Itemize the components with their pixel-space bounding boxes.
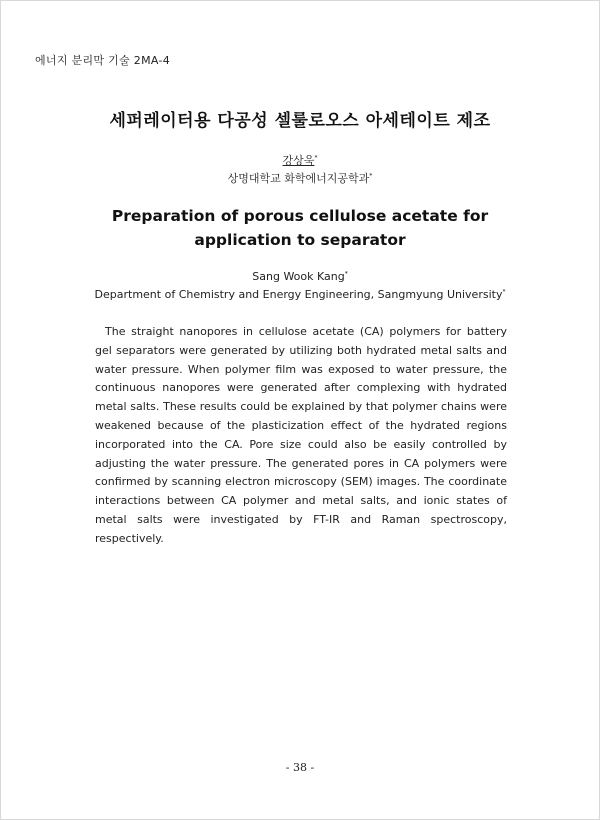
korean-title: 세퍼레이터용 다공성 셀룰로오스 아세테이트 제조 bbox=[109, 111, 491, 131]
english-author-line bbox=[1, 270, 599, 283]
english-author-name: Sang Wook Kang bbox=[252, 270, 345, 283]
english-author-mark: * bbox=[344, 270, 348, 278]
english-affiliation-mark: * bbox=[502, 288, 506, 296]
page-number: - 38 - bbox=[285, 761, 315, 774]
abstract-paragraph: The straight nanopores in cellulose acetate (CA) polymers for battery gel separators were generated by utilizing both hydrated metal salts and water pressure. When polymer film was exposed to water pressure, the continuous nanopores were generated after complexing with hydrated metal salts. These results could be explained by that polymer chains were weakened because of the plasticization effect of the hydrated regions incorporated into the CA. Pore size could also be easily controlled by adjusting the water pressure. The generated pores in CA polymers were confirmed by scanning electron microscopy (SEM) images. The coordinate interactions between CA polymer and metal salts, and ionic states of metal salts were investigated by FT-IR and Raman spectroscopy, respectively. bbox=[95, 325, 507, 545]
korean-author-name: 강상욱 bbox=[282, 154, 315, 167]
english-title bbox=[61, 204, 539, 252]
english-title-line-2: application to separator bbox=[194, 231, 406, 249]
korean-author-mark: * bbox=[314, 154, 318, 162]
korean-affiliation-line bbox=[1, 170, 599, 186]
english-affiliation-line bbox=[1, 288, 599, 301]
session-tag: 에너지 분리막 기술 2MA-4 bbox=[35, 54, 171, 67]
korean-affiliation: 상명대학교 화학에너지공학과 bbox=[227, 172, 370, 185]
korean-author-line bbox=[1, 152, 599, 168]
korean-affiliation-mark: * bbox=[369, 172, 373, 180]
english-title-line-1: Preparation of porous cellulose acetate for bbox=[111, 207, 489, 225]
english-affiliation: Department of Chemistry and Energy Engineering, Sangmyung University bbox=[94, 288, 503, 301]
